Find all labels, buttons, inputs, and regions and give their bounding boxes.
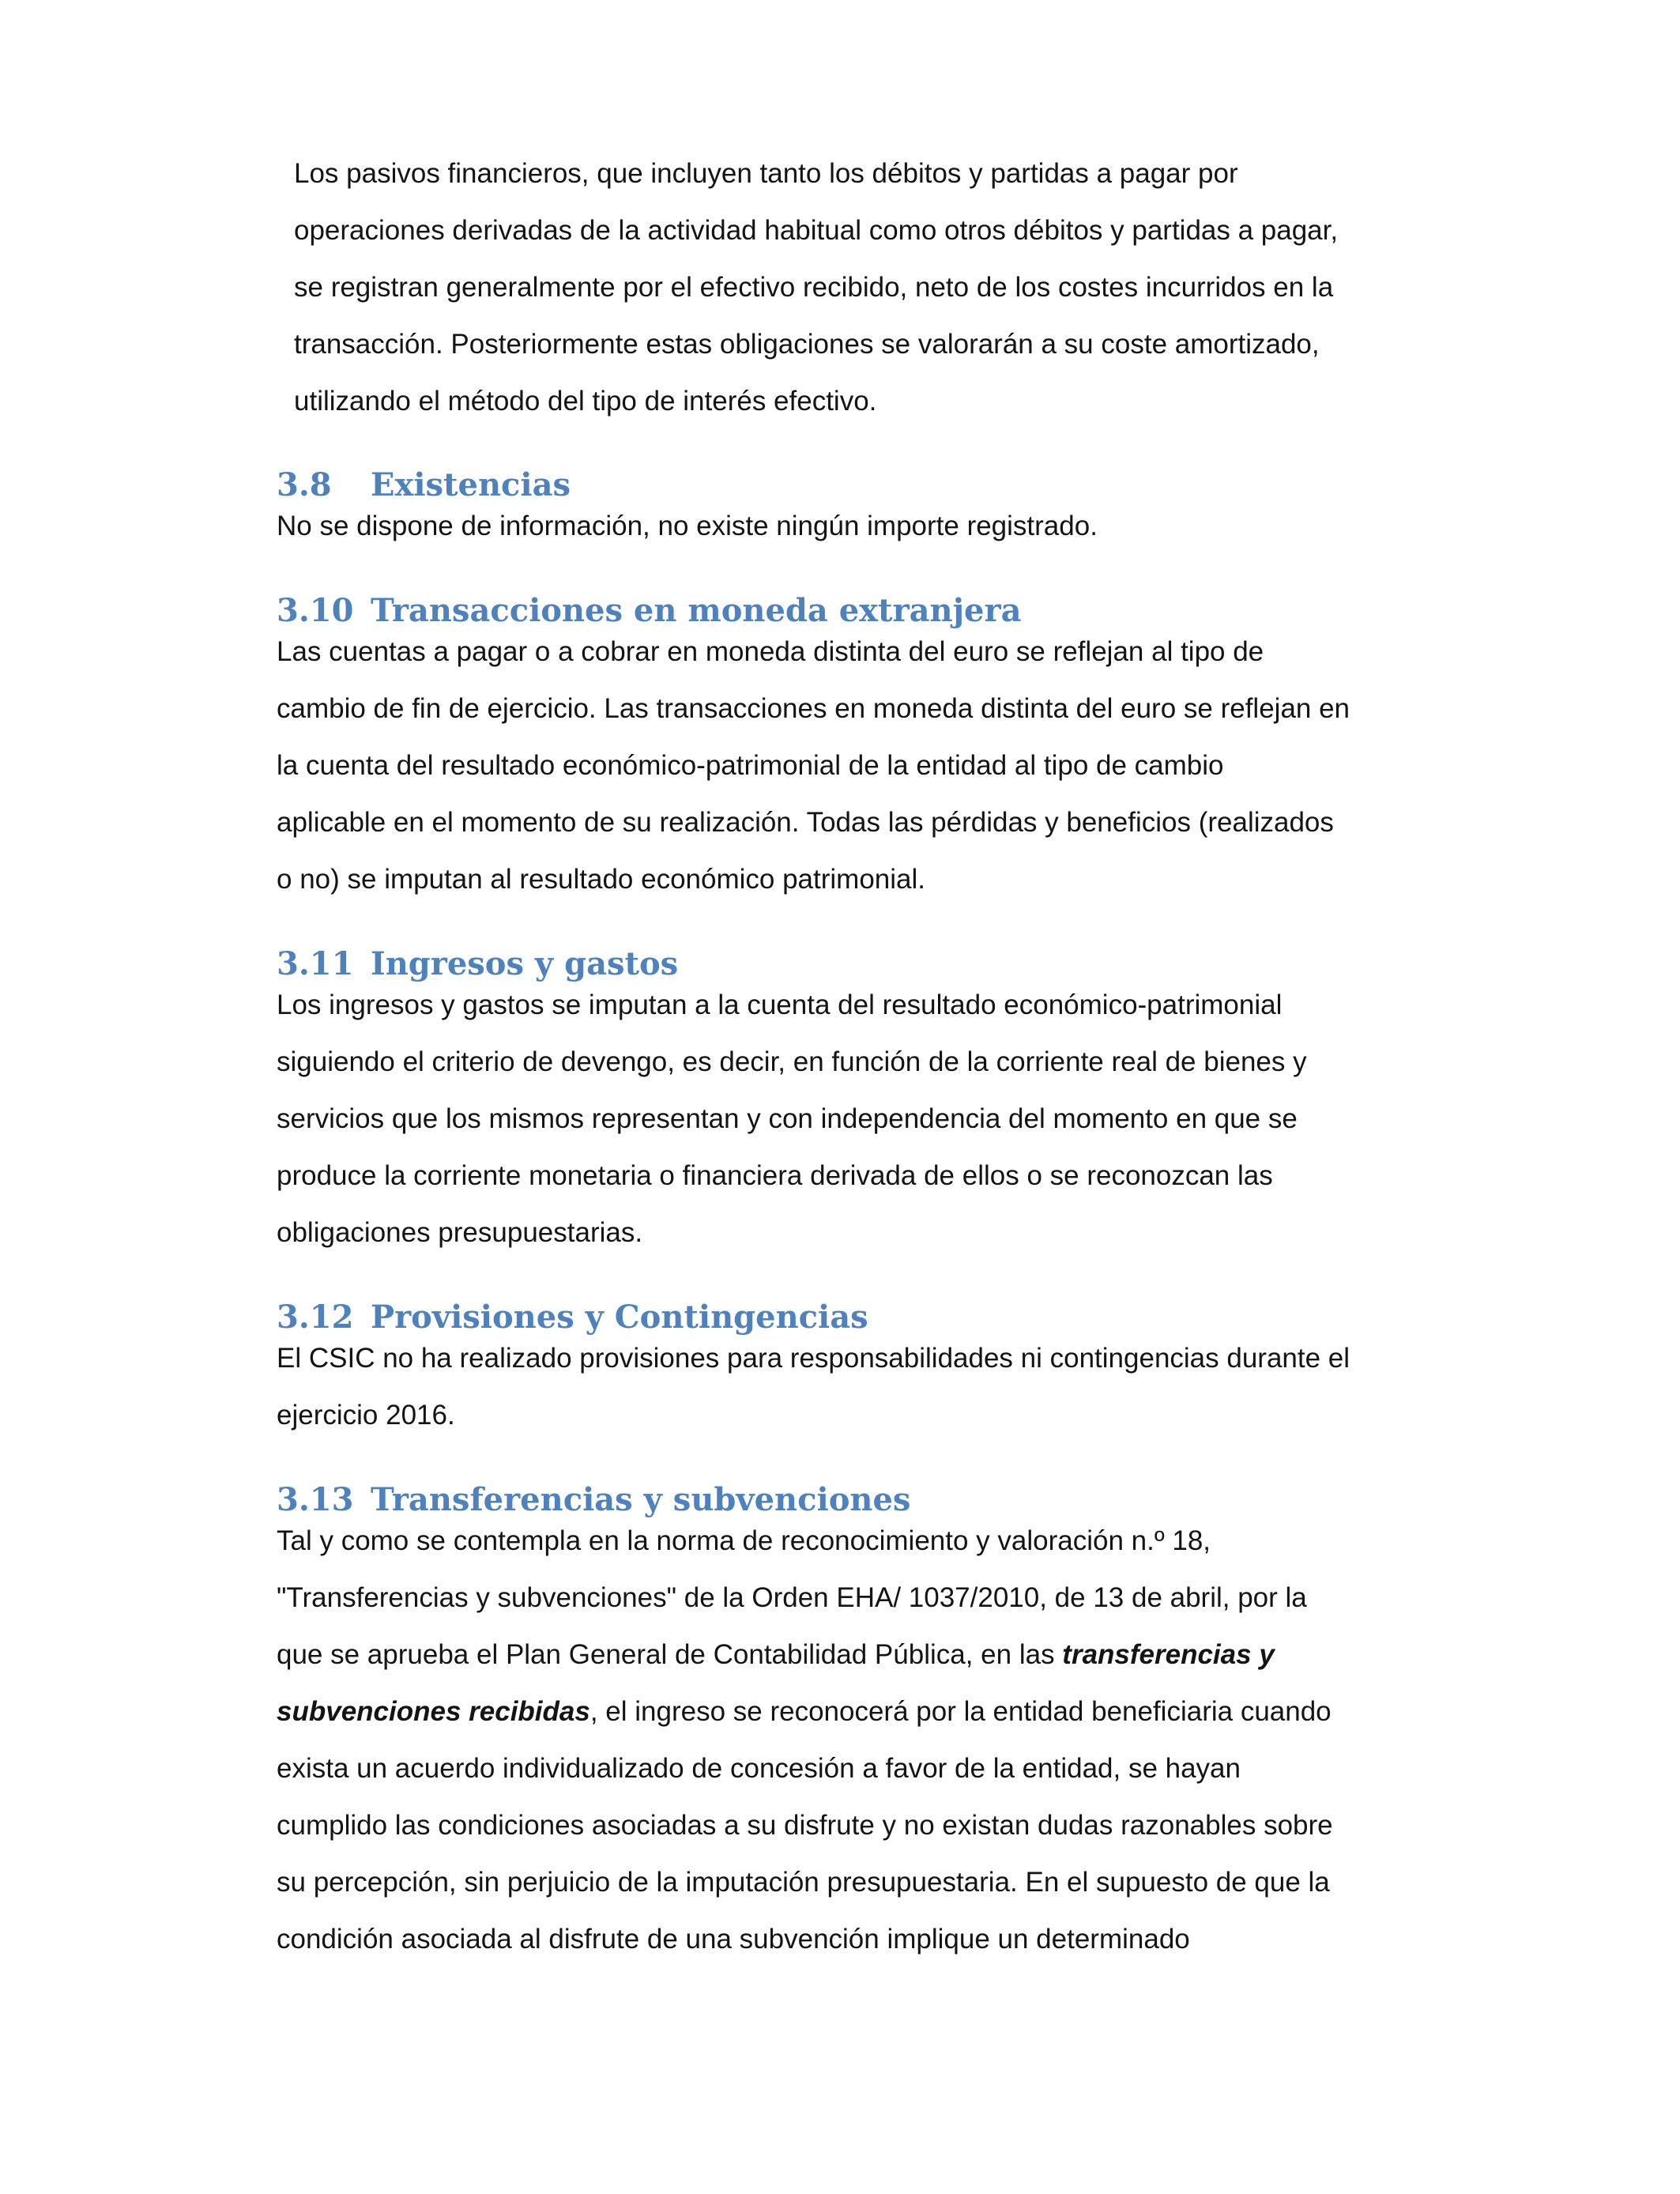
paragraph-line: "Transferencias y subvenciones" de la Orden EHA/ 1037/2010, de 13 de abril, por la: [277, 1582, 1307, 1613]
intro-line: transacción. Posteriormente estas obligaciones se valorarán a su coste amortizado,: [294, 329, 1320, 360]
paragraph-line: Las cuentas a pagar o a cobrar en moneda distinta del euro se reflejan al tipo de: [277, 636, 1264, 667]
paragraph-line: su percepción, sin perjuicio de la imputación presupuestaria. En el supuesto de que la: [277, 1867, 1330, 1898]
emphasis-text: transferencias y: [1062, 1639, 1275, 1670]
paragraph-line: Los ingresos y gastos se imputan a la cuenta del resultado económico-patrimonial: [277, 990, 1283, 1020]
intro-line: Los pasivos financieros, que incluyen tanto los débitos y partidas a pagar por: [294, 158, 1238, 189]
paragraph-line: condición asociada al disfrute de una subvención implique un determinado: [277, 1924, 1190, 1955]
paragraph-line: siguiendo el criterio de devengo, es decir, en función de la corriente real de bienes y: [277, 1046, 1307, 1077]
intro-paragraph: [294, 145, 1384, 430]
emphasis-text: subvenciones recibidas: [277, 1696, 590, 1727]
paragraph-line: Tal y como se contempla en la norma de reconocimiento y valoración n.º 18,: [277, 1525, 1211, 1556]
intro-line: se registran generalmente por el efectivo recibido, neto de los costes incurridos en la: [294, 272, 1334, 303]
section-title: Ingresos y gastos: [371, 945, 679, 982]
paragraph-line: [277, 1683, 1399, 1740]
section-title: Existencias: [371, 466, 571, 503]
section-title: Provisiones y Contingencias: [371, 1299, 868, 1336]
intro-line: utilizando el método del tipo de interés efectivo.: [294, 386, 877, 417]
section-paragraph-3-10: [277, 624, 1399, 908]
paragraph-line: ejercicio 2016.: [277, 1400, 455, 1431]
section-paragraph-3-11: [277, 977, 1399, 1261]
section-number: 3.11: [277, 945, 354, 982]
paragraph-line: cumplido las condiciones asociadas a su disfrute y no existan dudas razonables sobre: [277, 1810, 1333, 1841]
section-number: 3.13: [277, 1481, 354, 1518]
section-number: 3.12: [277, 1299, 354, 1336]
paragraph-line: servicios que los mismos representan y con independencia del momento en que se: [277, 1103, 1298, 1134]
section-title: Transacciones en moneda extranjera: [371, 592, 1022, 629]
section-paragraph-3-13: [277, 1513, 1399, 1968]
section-title: Transferencias y subvenciones: [371, 1481, 911, 1518]
paragraph-line: obligaciones presupuestarias.: [277, 1217, 643, 1248]
paragraph-line: aplicable en el momento de su realización. Todas las pérdidas y beneficios (realizados: [277, 807, 1334, 838]
paragraph-text: que se aprueba el Plan General de Contabilidad Pública, en las: [277, 1639, 1063, 1670]
section-number: 3.8: [277, 466, 332, 503]
intro-line: operaciones derivadas de la actividad habitual como otros débitos y partidas a pagar,: [294, 215, 1339, 246]
section-paragraph-3-8: [277, 498, 1399, 555]
section-number: 3.10: [277, 592, 354, 629]
paragraph-line: No se dispone de información, no existe ningún importe registrado.: [277, 511, 1098, 541]
paragraph-line: exista un acuerdo individualizado de concesión a favor de la entidad, se hayan: [277, 1753, 1241, 1784]
paragraph-text: , el ingreso se reconocerá por la entidad beneficiaria cuando: [590, 1696, 1332, 1727]
section-paragraph-3-12: [277, 1330, 1399, 1444]
paragraph-line: la cuenta del resultado económico-patrimonial de la entidad al tipo de cambio: [277, 750, 1224, 781]
paragraph-line: [277, 1627, 1399, 1683]
paragraph-line: o no) se imputan al resultado económico patrimonial.: [277, 864, 925, 895]
paragraph-line: produce la corriente monetaria o financiera derivada de ellos o se reconozcan las: [277, 1160, 1273, 1191]
paragraph-line: El CSIC no ha realizado provisiones para responsabilidades ni contingencias durante el: [277, 1343, 1350, 1374]
paragraph-line: cambio de fin de ejercicio. Las transacciones en moneda distinta del euro se reflejan en: [277, 693, 1350, 724]
